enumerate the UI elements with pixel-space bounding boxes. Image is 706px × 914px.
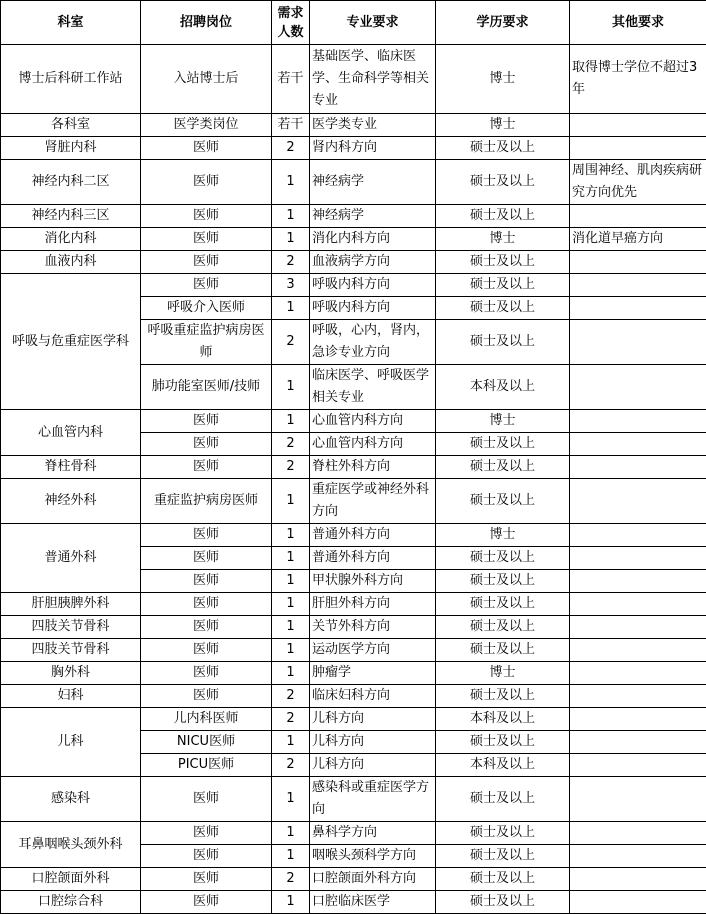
major-cell: 咽喉头颈科学方向 (310, 845, 436, 868)
table-row (1, 662, 706, 685)
edu-cell: 硕士及以上 (436, 160, 570, 205)
edu-cell: 硕士及以上 (436, 777, 570, 822)
edu-cell: 博士 (436, 228, 570, 251)
major-cell: 心血管内科方向 (310, 410, 436, 433)
post-cell: 医师 (141, 433, 272, 456)
edu-cell: 本科及以上 (436, 708, 570, 731)
dept-cell: 博士后科研工作站 (1, 45, 141, 114)
dept-cell: 四肢关节骨科 (1, 616, 141, 639)
post-cell: 医师 (141, 160, 272, 205)
major-cell: 普通外科方向 (310, 547, 436, 570)
other-cell (570, 662, 706, 685)
other-cell (570, 410, 706, 433)
num-cell: 2 (272, 868, 310, 891)
other-cell (570, 593, 706, 616)
num-cell: 1 (272, 822, 310, 845)
dept-cell: 血液内科 (1, 251, 141, 274)
num-cell: 3 (272, 274, 310, 297)
post-cell: 儿内科医师 (141, 708, 272, 731)
num-cell: 1 (272, 593, 310, 616)
dept-cell: 肝胆胰脾外科 (1, 593, 141, 616)
other-cell (570, 320, 706, 365)
major-cell: 甲状腺外科方向 (310, 570, 436, 593)
header-dept: 科室 (1, 1, 141, 45)
edu-cell: 硕士及以上 (436, 251, 570, 274)
other-cell (570, 524, 706, 547)
post-cell: 医师 (141, 274, 272, 297)
edu-cell: 硕士及以上 (436, 274, 570, 297)
edu-cell: 硕士及以上 (436, 593, 570, 616)
table-row (1, 137, 706, 160)
num-cell: 1 (272, 205, 310, 228)
num-cell: 2 (272, 708, 310, 731)
edu-cell: 硕士及以上 (436, 547, 570, 570)
other-cell (570, 685, 706, 708)
edu-cell: 博士 (436, 114, 570, 137)
other-cell (570, 365, 706, 410)
table-row (1, 868, 706, 891)
header-other: 其他要求 (570, 1, 706, 45)
edu-cell: 硕士及以上 (436, 137, 570, 160)
edu-cell: 硕士及以上 (436, 297, 570, 320)
table-row (1, 251, 706, 274)
dept-cell: 消化内科 (1, 228, 141, 251)
edu-cell: 硕士及以上 (436, 433, 570, 456)
edu-cell: 博士 (436, 662, 570, 685)
post-cell: PICU医师 (141, 754, 272, 777)
dept-cell: 胸外科 (1, 662, 141, 685)
edu-cell: 硕士及以上 (436, 320, 570, 365)
other-cell (570, 754, 706, 777)
other-cell (570, 274, 706, 297)
post-cell: 肺功能室医师/技师 (141, 365, 272, 410)
edu-cell: 硕士及以上 (436, 205, 570, 228)
other-cell (570, 205, 706, 228)
dept-cell: 神经外科 (1, 479, 141, 524)
table-row (1, 456, 706, 479)
post-cell: 医师 (141, 868, 272, 891)
post-cell: 医师 (141, 524, 272, 547)
post-cell: 医师 (141, 547, 272, 570)
post-cell: 医师 (141, 228, 272, 251)
num-cell: 2 (272, 251, 310, 274)
major-cell: 儿科方向 (310, 708, 436, 731)
table-row (1, 479, 706, 524)
num-cell: 1 (272, 731, 310, 754)
edu-cell: 硕士及以上 (436, 822, 570, 845)
num-cell: 1 (272, 639, 310, 662)
dept-cell: 普通外科 (1, 524, 141, 593)
major-cell: 口腔颌面外科方向 (310, 868, 436, 891)
post-cell: 医师 (141, 616, 272, 639)
num-cell: 2 (272, 137, 310, 160)
table-row (1, 822, 706, 845)
major-cell: 医学类专业 (310, 114, 436, 137)
num-cell: 2 (272, 433, 310, 456)
other-cell: 消化道早癌方向 (570, 228, 706, 251)
other-cell (570, 868, 706, 891)
other-cell: 取得博士学位不超过3年 (570, 45, 706, 114)
other-cell (570, 822, 706, 845)
other-cell (570, 251, 706, 274)
major-cell: 神经病学 (310, 160, 436, 205)
num-cell: 1 (272, 777, 310, 822)
num-cell: 1 (272, 365, 310, 410)
edu-cell: 硕士及以上 (436, 685, 570, 708)
edu-cell: 博士 (436, 410, 570, 433)
dept-cell: 感染科 (1, 777, 141, 822)
major-cell: 运动医学方向 (310, 639, 436, 662)
major-cell: 关节外科方向 (310, 616, 436, 639)
major-cell: 呼吸内科方向 (310, 297, 436, 320)
table-row (1, 45, 706, 114)
major-cell: 临床医学、呼吸医学相关专业 (310, 365, 436, 410)
other-cell (570, 456, 706, 479)
post-cell: 重症监护病房医师 (141, 479, 272, 524)
num-cell: 2 (272, 320, 310, 365)
major-cell: 儿科方向 (310, 754, 436, 777)
edu-cell: 硕士及以上 (436, 891, 570, 914)
num-cell: 若干 (272, 45, 310, 114)
header-num: 需求 人数 (272, 1, 310, 45)
table-row (1, 114, 706, 137)
dept-cell: 妇科 (1, 685, 141, 708)
other-cell (570, 570, 706, 593)
dept-cell: 各科室 (1, 114, 141, 137)
num-cell: 2 (272, 456, 310, 479)
post-cell: 医师 (141, 593, 272, 616)
other-cell (570, 731, 706, 754)
dept-cell: 心血管内科 (1, 410, 141, 456)
num-cell: 1 (272, 228, 310, 251)
dept-cell: 耳鼻咽喉头颈外科 (1, 822, 141, 868)
dept-cell: 神经内科三区 (1, 205, 141, 228)
header-post: 招聘岗位 (141, 1, 272, 45)
major-cell: 临床妇科方向 (310, 685, 436, 708)
major-cell: 普通外科方向 (310, 524, 436, 547)
post-cell: 呼吸介入医师 (141, 297, 272, 320)
num-cell: 1 (272, 570, 310, 593)
post-cell: 医师 (141, 570, 272, 593)
header-major: 专业要求 (310, 1, 436, 45)
dept-cell: 口腔综合科 (1, 891, 141, 914)
edu-cell: 硕士及以上 (436, 570, 570, 593)
table-row (1, 410, 706, 433)
num-cell: 1 (272, 479, 310, 524)
other-cell (570, 297, 706, 320)
major-cell: 基础医学、临床医学、生命科学等相关专业 (310, 45, 436, 114)
major-cell: 重症医学或神经外科方向 (310, 479, 436, 524)
post-cell: 呼吸重症监护病房医师 (141, 320, 272, 365)
post-cell: 医师 (141, 456, 272, 479)
table-body (1, 45, 706, 914)
num-cell: 1 (272, 410, 310, 433)
edu-cell: 本科及以上 (436, 365, 570, 410)
other-cell (570, 433, 706, 456)
header-edu: 学历要求 (436, 1, 570, 45)
edu-cell: 硕士及以上 (436, 868, 570, 891)
other-cell (570, 479, 706, 524)
table-row (1, 593, 706, 616)
other-cell (570, 639, 706, 662)
dept-cell: 肾脏内科 (1, 137, 141, 160)
other-cell (570, 845, 706, 868)
other-cell (570, 137, 706, 160)
num-cell: 1 (272, 891, 310, 914)
post-cell: 医师 (141, 205, 272, 228)
major-cell: 神经病学 (310, 205, 436, 228)
table-row (1, 228, 706, 251)
post-cell: 医师 (141, 822, 272, 845)
major-cell: 脊柱外科方向 (310, 456, 436, 479)
dept-cell: 四肢关节骨科 (1, 639, 141, 662)
major-cell: 呼吸内科方向 (310, 274, 436, 297)
post-cell: 医学类岗位 (141, 114, 272, 137)
post-cell: 医师 (141, 410, 272, 433)
major-cell: 呼吸，心内，肾内，急诊专业方向 (310, 320, 436, 365)
post-cell: 医师 (141, 137, 272, 160)
post-cell: 医师 (141, 685, 272, 708)
num-cell: 1 (272, 297, 310, 320)
edu-cell: 硕士及以上 (436, 639, 570, 662)
major-cell: 肾内科方向 (310, 137, 436, 160)
edu-cell: 硕士及以上 (436, 456, 570, 479)
dept-cell: 呼吸与危重症医学科 (1, 274, 141, 410)
table-row (1, 205, 706, 228)
post-cell: 医师 (141, 662, 272, 685)
table-row (1, 160, 706, 205)
major-cell: 儿科方向 (310, 731, 436, 754)
edu-cell: 硕士及以上 (436, 845, 570, 868)
post-cell: 入站博士后 (141, 45, 272, 114)
edu-cell: 硕士及以上 (436, 616, 570, 639)
table-row (1, 639, 706, 662)
post-cell: NICU医师 (141, 731, 272, 754)
num-cell: 1 (272, 160, 310, 205)
major-cell: 口腔临床医学 (310, 891, 436, 914)
num-cell: 1 (272, 616, 310, 639)
post-cell: 医师 (141, 845, 272, 868)
num-cell: 2 (272, 754, 310, 777)
edu-cell: 博士 (436, 45, 570, 114)
major-cell: 血液病学方向 (310, 251, 436, 274)
table-row (1, 891, 706, 914)
other-cell (570, 547, 706, 570)
header-row (1, 1, 706, 45)
table-row (1, 274, 706, 297)
post-cell: 医师 (141, 891, 272, 914)
num-cell: 若干 (272, 114, 310, 137)
other-cell: 周围神经、肌肉疾病研究方向优先 (570, 160, 706, 205)
edu-cell: 本科及以上 (436, 754, 570, 777)
table-row (1, 524, 706, 547)
other-cell (570, 708, 706, 731)
table-row (1, 777, 706, 822)
table-row (1, 685, 706, 708)
major-cell: 肿瘤学 (310, 662, 436, 685)
num-cell: 2 (272, 685, 310, 708)
major-cell: 肝胆外科方向 (310, 593, 436, 616)
num-cell: 1 (272, 547, 310, 570)
other-cell (570, 114, 706, 137)
num-cell: 1 (272, 662, 310, 685)
dept-cell: 脊柱骨科 (1, 456, 141, 479)
post-cell: 医师 (141, 639, 272, 662)
num-cell: 1 (272, 845, 310, 868)
other-cell (570, 616, 706, 639)
edu-cell: 博士 (436, 524, 570, 547)
major-cell: 心血管内科方向 (310, 433, 436, 456)
other-cell (570, 891, 706, 914)
dept-cell: 神经内科二区 (1, 160, 141, 205)
major-cell: 感染科或重症医学方向 (310, 777, 436, 822)
dept-cell: 口腔颌面外科 (1, 868, 141, 891)
edu-cell: 硕士及以上 (436, 479, 570, 524)
post-cell: 医师 (141, 777, 272, 822)
table-row (1, 708, 706, 731)
major-cell: 消化内科方向 (310, 228, 436, 251)
major-cell: 鼻科学方向 (310, 822, 436, 845)
other-cell (570, 777, 706, 822)
post-cell: 医师 (141, 251, 272, 274)
num-cell: 1 (272, 524, 310, 547)
dept-cell: 儿科 (1, 708, 141, 777)
table-row (1, 616, 706, 639)
edu-cell: 硕士及以上 (436, 731, 570, 754)
